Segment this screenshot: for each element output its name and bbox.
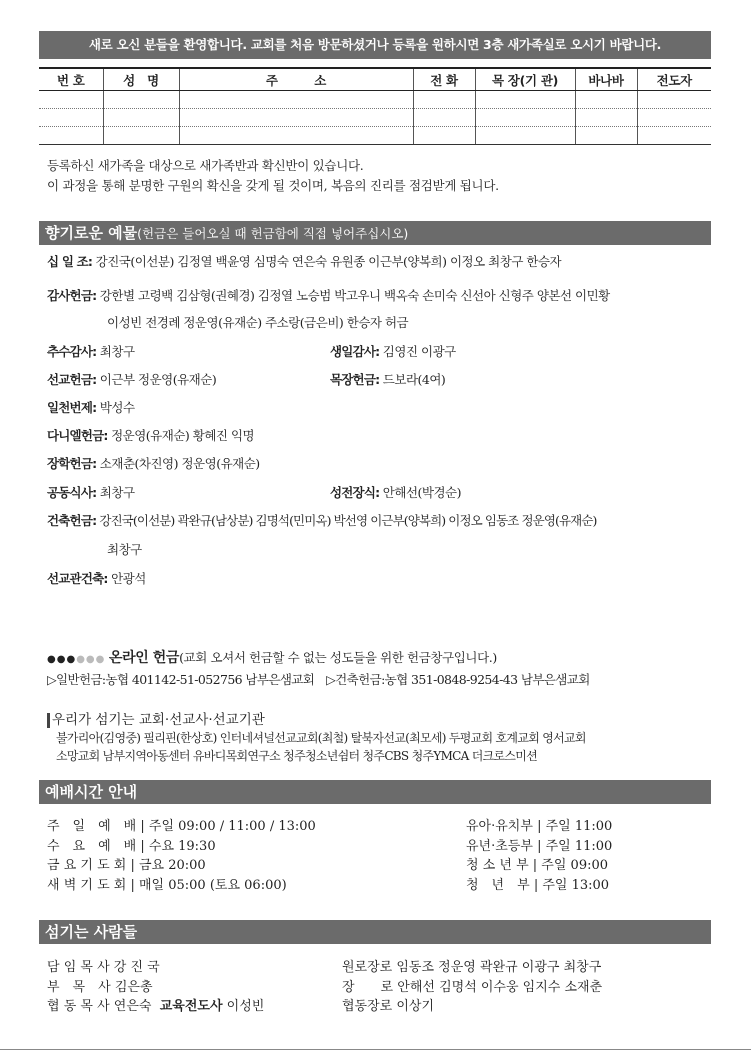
list-item: 협 동 목 사 연은숙 교육전도사 이성빈 <box>47 999 265 1014</box>
list-item: 원로장로 임동조 정운영 곽완규 이광구 최창구 <box>342 960 602 975</box>
col-group: 목 장(기 관) <box>475 68 575 91</box>
col-name: 성 명 <box>103 68 179 91</box>
table-header-row <box>39 68 711 91</box>
online-offering-title-line <box>47 648 497 670</box>
worship-section-header <box>39 780 711 804</box>
offering-row-thanks-cont: 이성빈 전경례 정운영(유재순) 주소랑(금은비) 한승자 허금 <box>107 315 409 330</box>
registration-note-1: 등록하신 새가족을 대상으로 새가족반과 확신반이 있습니다. <box>47 158 364 173</box>
worship-right-list <box>466 817 612 895</box>
offering-row-harvest: 추수감사: 최창구 <box>47 344 135 359</box>
list-item: 부 목 사 김은총 <box>47 979 153 995</box>
offering-row-mission-house: 선교관건축: 안광석 <box>47 571 146 586</box>
online-accounts: ▷일반헌금:농협 401142-51-052756 남부은샘교회 ▷건축헌금:농협 351-0848-9254-43 남부은샘교회 <box>47 672 590 687</box>
online-offering-desc: (교회 오셔서 헌금할 수 없는 성도들을 위한 헌금창구입니다.) <box>179 650 497 665</box>
offering-title: 향기로운 예물 <box>45 224 138 242</box>
offering-row-building-cont: 최창구 <box>107 542 142 557</box>
offering-row-tithe: 십 일 조: 강진국(이선분) 김정열 백윤영 심명숙 연은숙 유원종 이근부(양복희) 이정오 최창구 한승자 <box>47 254 562 269</box>
worship-left-list <box>47 817 316 895</box>
offering-row-mission: 선교헌금: 이근부 정운영(유재순) <box>47 372 217 387</box>
offering-row-cell: 목장헌금: 드보라(4여) <box>330 372 446 387</box>
list-item: 청 소 년 부 | 주일 09:00 <box>466 858 609 873</box>
list-item: 주 일 예 배 | 주일 09:00 / 11:00 / 13:00 <box>47 819 316 834</box>
offering-row-thanks: 감사헌금: 강한별 고령백 김삼형(권혜경) 김정열 노승범 박고우니 백옥숙 손미숙 신선아 신형주 양본선 이민황 <box>47 288 610 303</box>
bullet-dots: ●●●●●● <box>47 654 106 665</box>
bottom-divider <box>0 1049 751 1050</box>
table-row <box>39 127 711 145</box>
section-bar-marker <box>47 713 50 728</box>
missions-line-2: 소망교회 남부지역아동센터 유바디목회연구소 청주청소년쉼터 청주CBS 청주YMCA 더크로스미션 <box>56 749 538 763</box>
offering-row-thousand: 일천번제: 박성수 <box>47 400 135 415</box>
list-item: 새 벽 기 도 회 | 매일 05:00 (토요 06:00) <box>47 877 287 893</box>
list-item: 협동장로 이상기 <box>342 999 435 1014</box>
list-item: 유년·초등부 | 주일 11:00 <box>466 838 613 854</box>
col-evangelist: 전도자 <box>637 68 711 91</box>
col-barnabas: 바나바 <box>575 68 637 91</box>
servants-left-list <box>47 958 264 1017</box>
offering-row-scholarship: 장학헌금: 소재춘(차진영) 정운영(유재순) <box>47 456 260 471</box>
list-item: 담 임 목 사 강 진 국 <box>47 960 160 975</box>
offering-row-meal: 공동식사: 최창구 <box>47 485 135 500</box>
list-item: 청 년 부 | 주일 13:00 <box>466 877 610 893</box>
registration-note-2: 이 과정을 통해 분명한 구원의 확신을 갖게 될 것이며, 복음의 진리를 점검받게 됩니다. <box>47 178 499 193</box>
list-item: 장 로 안해선 김명석 이수웅 임지수 소재춘 <box>342 979 603 995</box>
offering-subtitle: (헌금은 들어오실 때 헌금함에 직접 넣어주십시오) <box>137 226 409 241</box>
offering-row-daniel: 다니엘헌금: 정운영(유재순) 황혜진 익명 <box>47 428 255 443</box>
servants-right-list <box>342 958 602 1017</box>
table-row <box>39 109 711 127</box>
offering-row-building: 건축헌금: 강진국(이선분) 곽완규(남상분) 김명석(민미옥) 박선영 이근부(양복희) 이정오 임동조 정운영(유재순) <box>47 513 597 528</box>
servants-section-header <box>39 920 711 944</box>
list-item: 금 요 기 도 회 | 금요 20:00 <box>47 858 206 873</box>
offering-row-birthday: 생일감사: 김영진 이광구 <box>330 344 456 359</box>
welcome-banner: 새로 오신 분들을 환영합니다. 교회를 처음 방문하셨거나 등록을 원하시면 3층 새가족실로 오시기 바랍니다. <box>39 31 711 59</box>
col-phone: 전 화 <box>413 68 475 91</box>
registration-table <box>39 67 711 145</box>
missions-title-line <box>47 708 265 728</box>
worship-title: 예배시간 안내 <box>45 783 138 801</box>
list-item: 유아·유치부 | 주일 11:00 <box>466 819 613 834</box>
list-item: 수 요 예 배 | 수요 19:30 <box>47 838 216 854</box>
col-address: 주 소 <box>179 68 413 91</box>
table-row <box>39 91 711 109</box>
online-offering-title: 온라인 헌금 <box>108 650 180 666</box>
servants-title: 섬기는 사람들 <box>45 923 138 941</box>
missions-line-1: 불가리아(김영중) 필리핀(한상호) 인터네셔널선교교회(최철) 탈북자선교(최모세) 두평교회 호계교회 영서교회 <box>56 731 586 745</box>
offering-section-header <box>39 221 711 245</box>
offering-row-decoration: 성전장식: 안해선(박경순) <box>330 485 462 500</box>
col-number: 번 호 <box>39 68 103 91</box>
missions-title: 우리가 섬기는 교회·선교사·선교기관 <box>52 712 265 728</box>
